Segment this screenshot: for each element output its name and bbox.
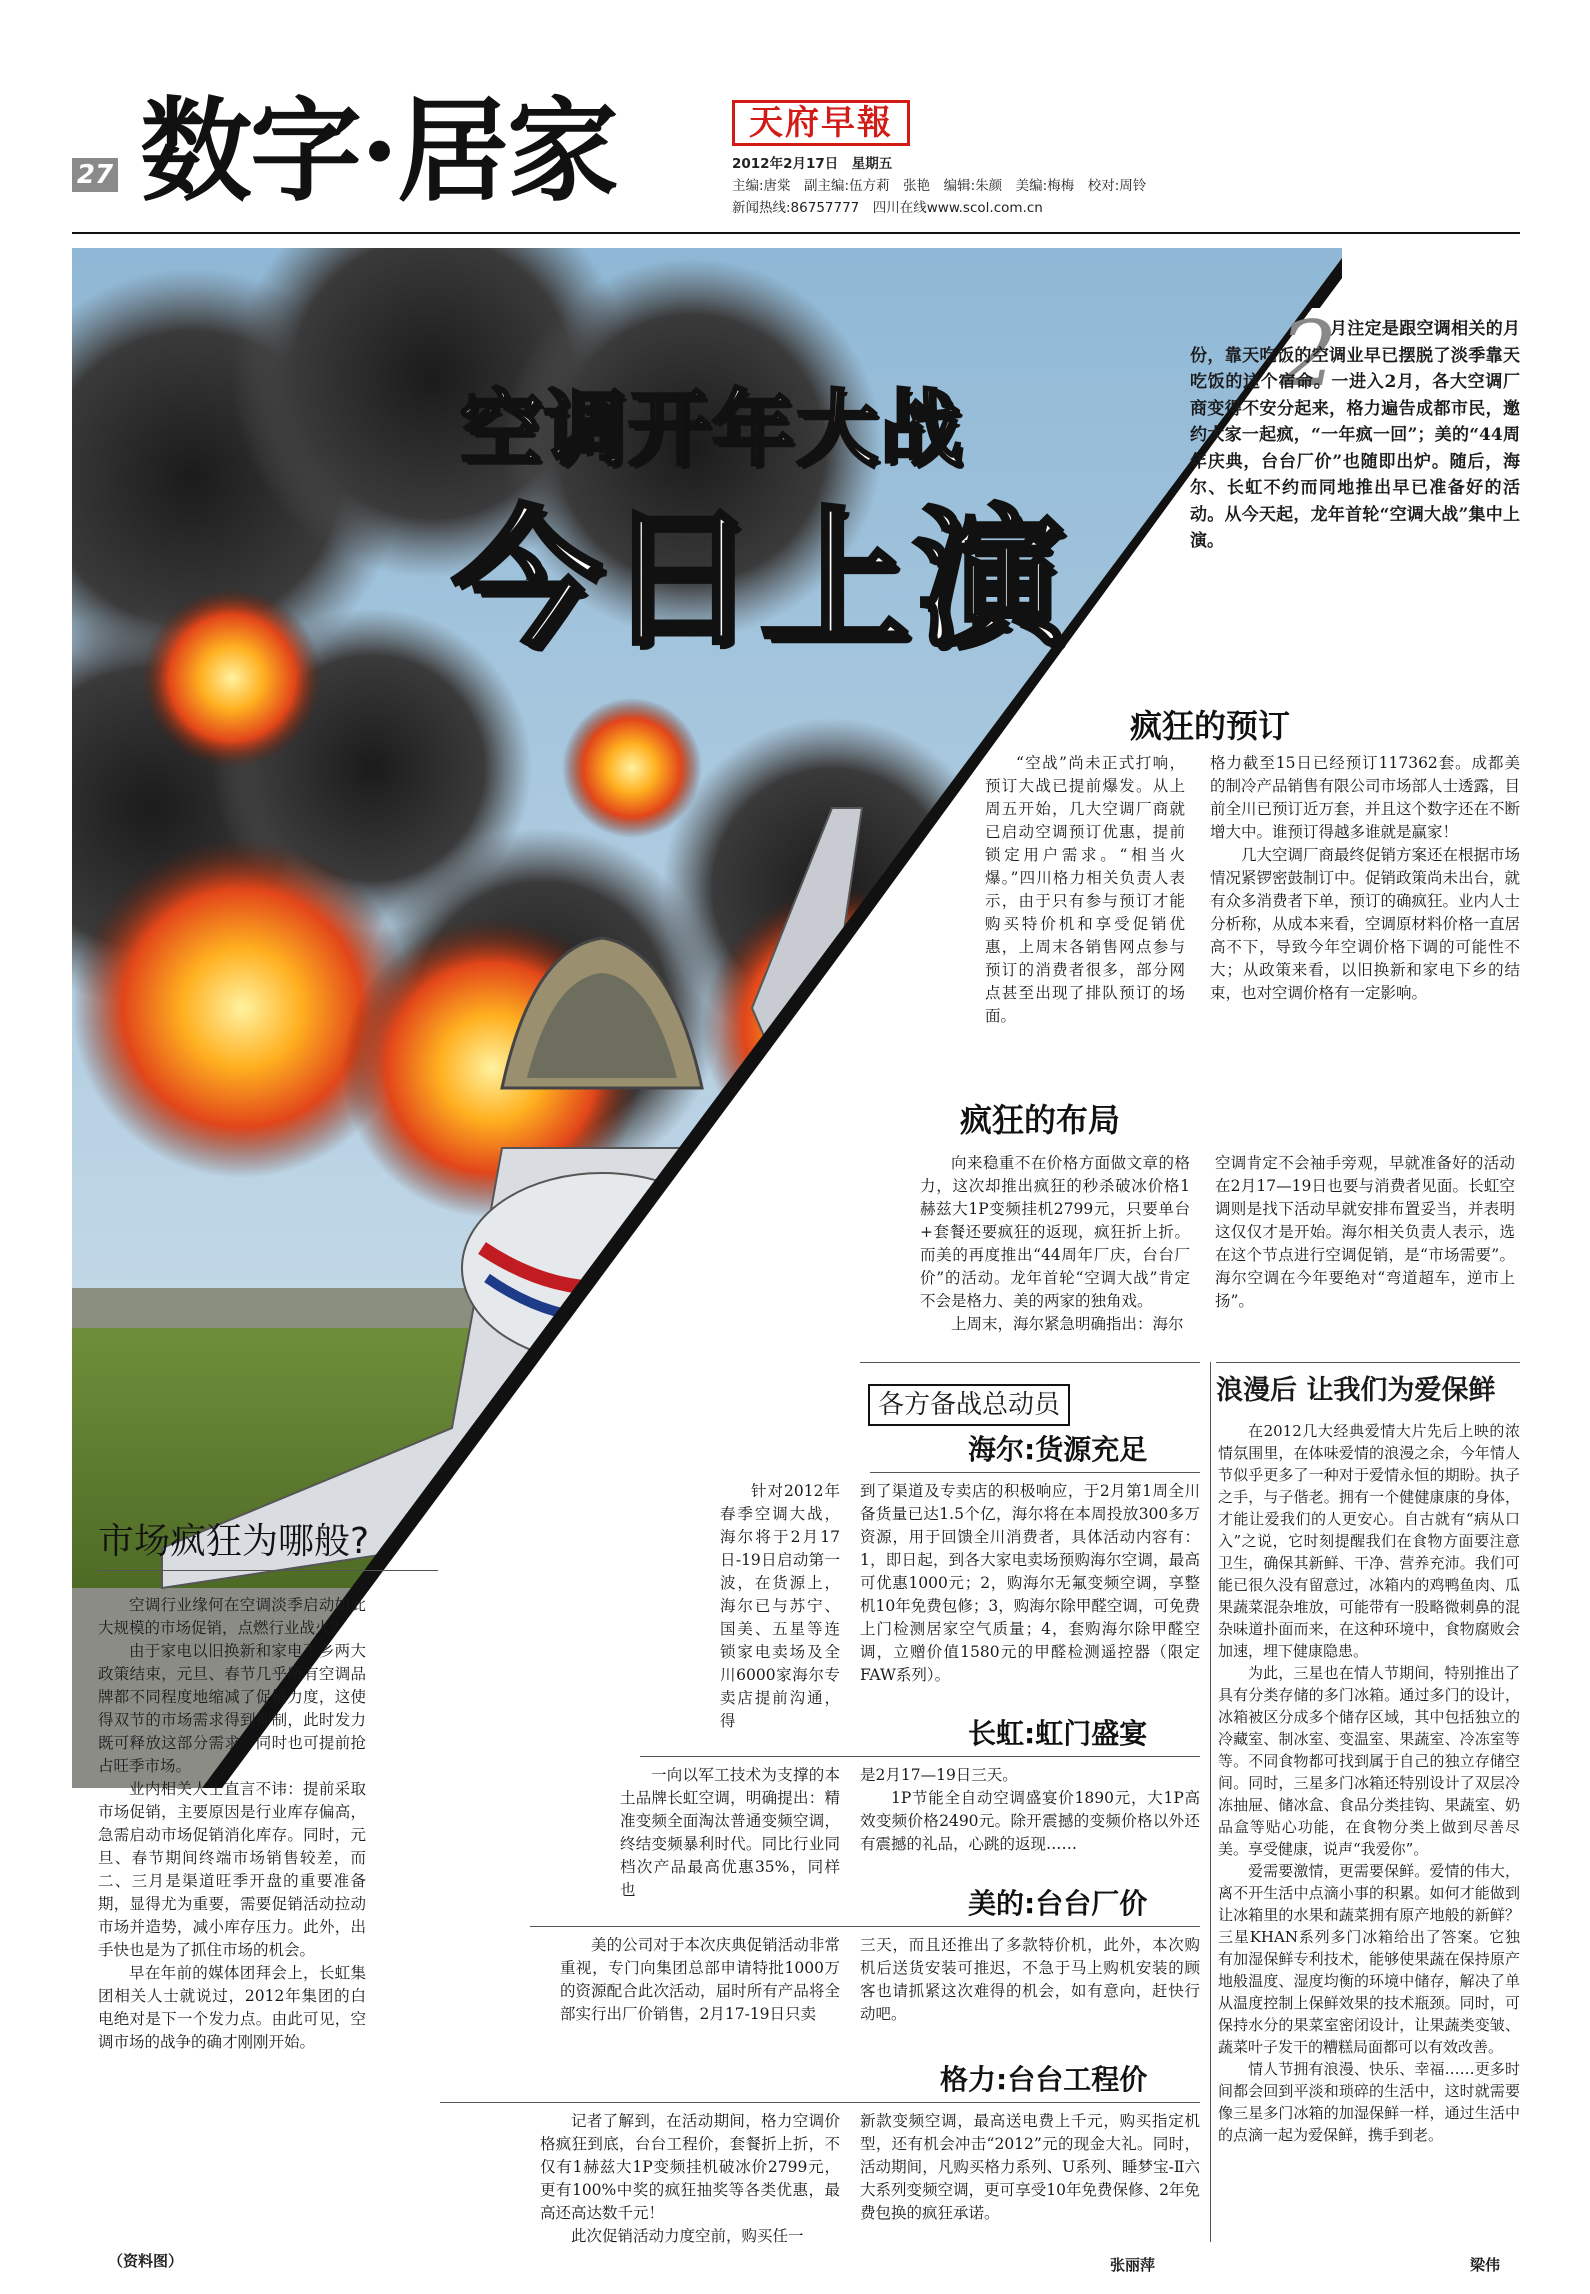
hotline: 新闻热线:86757777 四川在线www.scol.com.cn bbox=[732, 200, 1043, 216]
haier-rule bbox=[870, 1472, 1200, 1473]
romance-body bbox=[1218, 1420, 1520, 2146]
gree-col2 bbox=[860, 2110, 1200, 2225]
crazy-booking-heading: 疯狂的预订 bbox=[1130, 707, 1291, 745]
changhong-col1 bbox=[620, 1764, 840, 1902]
market-p4: 早在年前的媒体团拜会上，长虹集团相关人士就说过，2012年集团的白电绝对是下一个发力点。由此可见，空调市场的战争的确才刚刚开始。 bbox=[98, 1964, 366, 2051]
changhong-col1-p1: 一向以军工技术为支撑的本土品牌长虹空调，明确提出：精准变频全面淘汰普通变频空调，终结变频暴利时代。同比行业同档次产品最高优惠35%，同样也 bbox=[620, 1766, 840, 1899]
romance-byline: 梁伟 bbox=[1470, 2256, 1501, 2274]
gree-byline: 张丽萍 bbox=[1110, 2256, 1156, 2274]
crazy-booking-col2 bbox=[1210, 752, 1520, 1005]
lead-drop-cap: 2 bbox=[1280, 302, 1338, 407]
haier-col2 bbox=[860, 1480, 1200, 1687]
crazy-booking-col1-p1: “空战”尚未正式打响，预订大战已提前爆发。从上周五开始，几大空调厂商就已启动空调预订优惠，提前锁定用户需求。“相当火爆。”四川格力相关负责人表示，由于只有参与预订才能购买特价机和享受促销优惠，上周末各销售网点参与预订的消费者很多，部分网点甚至出现了排队预订的场面。 bbox=[985, 754, 1185, 1025]
romance-p2: 为此，三星也在情人节期间，特别推出了具有分类存储的多门冰箱。通过多门的设计，冰箱被区分成多个储存区域，其中包括独立的冷藏室、制冰室、变温室、果蔬室、冷冻室等等。不同食物都可找到属于自己的独立存储空间。同时，三星多门冰箱还特别设计了双层冷冻抽屉、储冰盒、食品分类挂钩、果蔬室、奶品盒等贴心功能，在食物分类上做到尽善尽美。享受健康，说声“我爱你”。 bbox=[1218, 1664, 1520, 1858]
haier-heading: 海尔:货源充足 bbox=[968, 1433, 1148, 1466]
overview-rule bbox=[860, 1362, 1200, 1363]
staff-line: 主编:唐棠 副主编:伍方莉 张艳 编辑:朱颜 美编:梅梅 校对:周铃 bbox=[732, 178, 1147, 194]
crazy-layout-col1-p2: 上周末，海尔紧急明确指出：海尔 bbox=[951, 1315, 1184, 1333]
romance-heading: 浪漫后 让我们为爱保鲜 bbox=[1216, 1375, 1496, 1406]
headline-line1: 空调开年大战 bbox=[460, 382, 965, 477]
masthead-rule bbox=[72, 232, 1520, 234]
haier-col1-p1: 针对2012年春季空调大战，海尔将于2月17日-19日启动第一波，在货源上，海尔已与苏宁、国美、五星等连锁家电卖场及全川6000家海尔专卖店提前沟通，得 bbox=[720, 1482, 840, 1730]
romance-p1: 在2012几大经典爱情大片先后上映的浓情氛围里，在体味爱情的浪漫之余，今年情人节似乎更多了一种对于爱情永恒的期盼。执子之手，与子偕老。拥有一个健健康康的身体，才能让爱我们的人更安心。自古就有“病从口入”之说，它时刻提醒我们在食物方面要注意卫生，确保其新鲜、干净、营养充沛。我们可能已很久没有留意过，冰箱内的鸡鸭鱼肉、瓜果蔬菜混杂堆放，可能带有一股略微刺鼻的混杂味道扑面而来，在这种环境中，食物腐败会加速，埋下健康隐患。 bbox=[1218, 1422, 1520, 1660]
gree-heading: 格力:台台工程价 bbox=[940, 2063, 1148, 2096]
haier-col1 bbox=[720, 1480, 840, 1733]
crazy-layout-col2 bbox=[1215, 1152, 1515, 1313]
market-p3: 业内相关人士直言不讳：提前采取市场促销，主要原因是行业库存偏高，急需启动市场促销消化库存。同时，元旦、春节期间终端市场销售较差，而二、三月是渠道旺季开盘的重要准备期，显得尤为重要，需要促销活动拉动市场并造势，减小库存压力。此外，出手快也是为了抓住市场的机会。 bbox=[98, 1780, 366, 1959]
changhong-col2 bbox=[860, 1764, 1200, 1856]
market-heading-rule bbox=[98, 1570, 438, 1571]
crazy-booking-col1 bbox=[985, 752, 1185, 1028]
romance-p4: 情人节拥有浪漫、快乐、幸福……更多时间都会回到平淡和琐碎的生活中，这时就需要像三星多门冰箱的加湿保鲜一样，通过生活中的点滴一起为爱保鲜，携手到老。 bbox=[1218, 2060, 1520, 2144]
crazy-layout-col1-p1: 向来稳重不在价格方面做文章的格力，这次却推出疯狂的秒杀破冰价格1赫兹大1P变频挂机2799元，只要单台+套餐还要疯狂的返现，疯狂折上折。而美的再度推出“44周年厂庆，台台厂价”的活动。龙年首轮“空调大战”肯定不会是格力、美的两家的独角戏。 bbox=[920, 1154, 1190, 1310]
romance-rule bbox=[1216, 1362, 1520, 1363]
gree-col2-p1: 新款变频空调，最高送电费上千元，购买指定机型，还有机会冲击“2012”元的现金大礼。同时，活动期间，凡购买格力系列、U系列、睡梦宝-Ⅱ六大系列变频空调，更可享受10年免费保修、2年免费包换的疯狂承诺。 bbox=[860, 2112, 1200, 2222]
market-p2: 由于家电以旧换新和家电下乡两大政策结束，元旦、春节几乎所有空调品牌都不同程度地缩减了促销力度，这使得双节的市场需求得到抑制，此时发力既可释放这部分需求，同时也可提前抢占旺季市场。 bbox=[98, 1642, 366, 1775]
crazy-layout-col1 bbox=[920, 1152, 1190, 1336]
market-body bbox=[98, 1594, 366, 2054]
crazy-booking-col2-p2: 几大空调厂商最终促销方案还在根据市场情况紧锣密鼓制订中。促销政策尚未出台，就有众多消费者下单，预订的确疯狂。业内人士分析称，从成本来看，空调原材料价格一直居高不下，导致今年空调价格下调的可能性不大；从政策来看，以旧换新和家电下乡的结束，也对空调价格有一定影响。 bbox=[1210, 846, 1521, 1002]
lead-paragraph bbox=[1190, 316, 1520, 686]
gree-col1 bbox=[540, 2110, 840, 2248]
crazy-booking-col2-p1: 格力截至15日已经预订117362套。成都美的制冷产品销售有限公司市场部人士透露，目前全川已预订近万套，并且这个数字还在不断增大中。谁预订得越多谁就是赢家！ bbox=[1210, 754, 1521, 841]
changhong-heading: 长虹:虹门盛宴 bbox=[968, 1717, 1148, 1750]
changhong-col2-p2: 1P节能全自动空调盛宴价1890元，大1P高效变频价格2490元。除开震撼的变频价格以外还有震撼的礼品，心跳的返现…… bbox=[860, 1789, 1200, 1853]
changhong-rule bbox=[640, 1756, 1200, 1757]
market-p1: 空调行业缘何在空调淡季启动如此大规模的市场促销，点燃行业战火？ bbox=[98, 1596, 366, 1637]
midea-col2 bbox=[860, 1934, 1200, 2026]
headline-line2: 今日上演 bbox=[452, 493, 1069, 667]
midea-col1 bbox=[560, 1934, 840, 2026]
photo-credit: （资料图） bbox=[108, 2252, 184, 2270]
midea-heading: 美的:台台厂价 bbox=[968, 1887, 1148, 1920]
midea-col1-p1: 美的公司对于本次庆典促销活动非常重视，专门向集团总部申请特批1000万的资源配合此次活动，届时所有产品将全部实行出厂价销售，2月17-19日只卖 bbox=[560, 1936, 840, 2023]
gree-col1-p2: 此次促销活动力度空前，购买任一 bbox=[571, 2227, 804, 2245]
section-title: 数字·居家 bbox=[140, 86, 617, 217]
overview-tag: 各方备战总动员 bbox=[868, 1384, 1070, 1426]
crazy-layout-col2-p1: 空调肯定不会袖手旁观，早就准备好的活动在2月17—19日也要与消费者见面。长虹空调则是找下活动早就安排布置妥当，并表明这仅仅才是开始。海尔相关负责人表示，选在这个节点进行空调促销，是“市场需要”。海尔空调在今年要绝对“弯道超车，逆市上扬”。 bbox=[1215, 1154, 1515, 1310]
gree-col1-p1: 记者了解到，在活动期间，格力空调价格疯狂到底，台台工程价，套餐折上折，不仅有1赫兹大1P变频挂机破冰价2799元，更有100%中奖的疯狂抽奖等各类优惠，最高还高达数千元！ bbox=[540, 2112, 840, 2222]
romance-p3: 爱需要激情，更需要保鲜。爱情的伟大，离不开生活中点滴小事的积累。如何才能做到让冰箱里的水果和蔬菜拥有原产地般的新鲜？三星KHAN系列多门冰箱给出了答案。它独有加湿保鲜专利技术，能够使果蔬在保持原产地般温度、湿度均衡的环境中储存，解决了单从温度控制上保鲜效果的技术瓶颈。同时，可保持水分的果菜室密闭设计，让果蔬类变皱、蔬菜叶子发干的糟糕局面都可以有效改善。 bbox=[1218, 1862, 1520, 2056]
newspaper-logo: 天府早報 bbox=[732, 100, 910, 146]
crazy-layout-heading: 疯狂的布局 bbox=[960, 1101, 1121, 1139]
market-heading: 市场疯狂为哪般? bbox=[98, 1521, 370, 1562]
column-divider bbox=[1210, 1362, 1211, 2242]
changhong-col2-p1: 是2月17—19日三天。 bbox=[860, 1766, 1018, 1784]
gree-rule bbox=[440, 2102, 1200, 2103]
midea-col2-p1: 三天，而且还推出了多款特价机，此外，本次购机后送货安装可推迟，不急于马上购机安装的顾客也请抓紧这次难得的机会，如有意向，赶快行动吧。 bbox=[860, 1936, 1200, 2023]
page-number: 27 bbox=[72, 158, 118, 192]
midea-rule bbox=[530, 1926, 1200, 1927]
date-line: 2012年2月17日 星期五 bbox=[732, 156, 893, 172]
lead-text: 月注定是跟空调相关的月份，靠天吃饭的空调业早已摆脱了淡季靠天吃饭的这个宿命。一进入2月，各大空调厂商变得不安分起来，格力遍告成都市民，邀约大家一起疯，“一年疯一回”；美的“44周年庆典，台台厂价”也随即出炉。随后，海尔、长虹不约而同地推出早已准备好的活动。从今天起，龙年首轮“空调大战”集中上演。 bbox=[1190, 319, 1520, 551]
haier-col2-p1: 到了渠道及专卖店的积极响应，于2月第1周全川备货量已达1.5个亿，海尔将在本周投放300多万资源，用于回馈全川消费者，具体活动内容有：1，即日起，到各大家电卖场预购海尔空调，最高可优惠1000元；2，购海尔无氟变频空调，享整机10年免费包修；3，购海尔除甲醛空调，可免费上门检测居家空气质量；4，套购海尔除甲醛空调，立赠价值1580元的甲醛检测遥控器（限定FAW系列）。 bbox=[860, 1482, 1200, 1684]
